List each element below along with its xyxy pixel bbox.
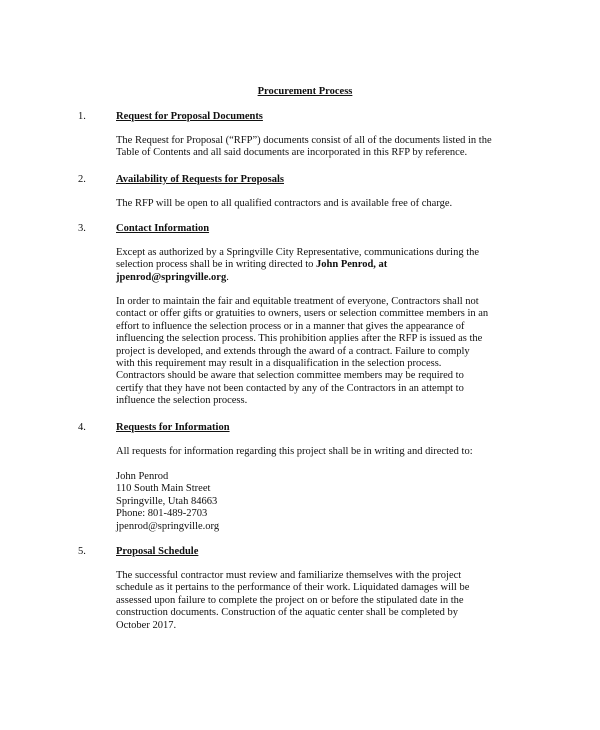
- section-paragraph: The successful contractor must review and familiarize themselves with the project schedule as it pertains to the performance of their work. Liquidated damages will be assessed upon failure to complete the project on or before the stipulated date in the construction documents. Construction of the aquatic center shall be completed by October 2017.: [116, 570, 470, 631]
- section-paragraph: All requests for information regarding this project shall be in writing and directed to:: [116, 446, 473, 457]
- section-paragraph: In order to maintain the fair and equitable treatment of everyone, Contractors shall not contact or offer gifts or gratuities to owners, users or selection committee members in an effort to influence the selection process or in a manner that gives the appearance of influencing the selection process. This prohibition applies after the RFP is issued as the project is developed, and extends through the award of a contract. Failure to comply with this requirement may result in a disqualification in the selection process. Contractors should be aware that selection committee members may be required to certify that they have not been contacted by any of the Contractors in an attempt to influence the selection process.: [116, 296, 489, 407]
- section-heading: Contact Information: [116, 223, 210, 234]
- section-heading: Request for Proposal Documents: [116, 111, 263, 122]
- section-heading: Proposal Schedule: [116, 546, 199, 557]
- section-number: 4.: [78, 422, 86, 433]
- section-number: 5.: [78, 546, 86, 557]
- section-paragraph: The Request for Proposal (“RFP”) documents consist of all of the documents listed in the Table of Contents and all said documents are incorporated in this RFP by reference.: [116, 135, 492, 159]
- contact-email: jpenrod@springville.org: [116, 271, 227, 283]
- section-number: 2.: [78, 174, 86, 185]
- section-heading: Availability of Requests for Proposals: [116, 174, 285, 185]
- contact-address-block: John Penrod 110 South Main Street Springville, Utah 84663 Phone: 801-489-2703 jpenrod@springville.org: [116, 471, 220, 532]
- page-title: Procurement Process: [257, 86, 353, 97]
- section-number: 1.: [78, 111, 86, 122]
- contact-name: John Penrod, at: [316, 259, 388, 271]
- section-heading: Requests for Information: [116, 422, 230, 433]
- section-paragraph: Except as authorized by a Springville City Representative, communications during the selection process shall be in writing directed to John Penrod, at jpenrod@springville.org.: [116, 247, 480, 283]
- section-paragraph: The RFP will be open to all qualified contractors and is available free of charge.: [116, 198, 453, 209]
- section-number: 3.: [78, 223, 86, 234]
